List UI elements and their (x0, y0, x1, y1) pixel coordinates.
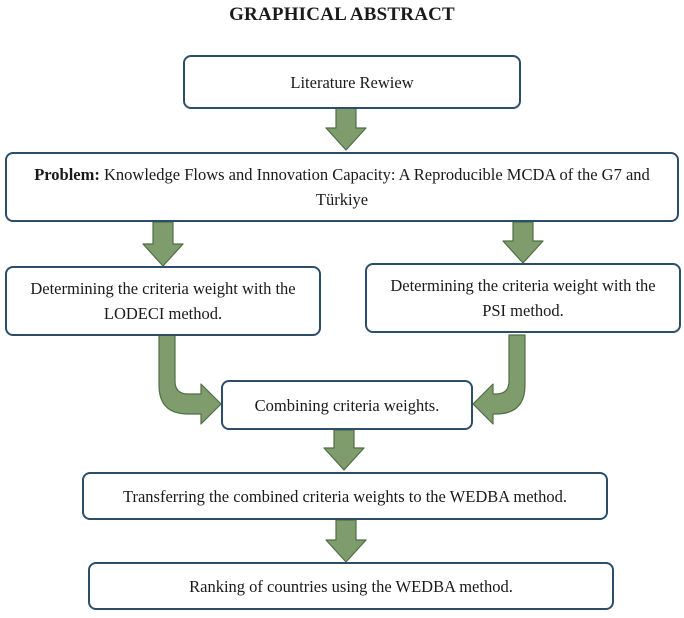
transfer-text: Transferring the combined criteria weights to the WEDBA method. (122, 486, 568, 506)
problem-text: Knowledge Flows and Innovation Capacity: A Reproducible MCDA of the G7 and Türkiye (99, 165, 650, 209)
literature-review-box (183, 55, 521, 109)
literature-review-text: Literature Rewiew (290, 72, 414, 92)
down-arrow-problem-to-psi (503, 222, 543, 263)
psi-box (365, 263, 681, 333)
down-arrow-transfer-to-ranking (326, 520, 366, 562)
lodeci-text: Determining the criteria weight with the LODECI method. (30, 279, 296, 323)
diagram-title: GRAPHICAL ABSTRACT (229, 4, 455, 25)
psi-text: Determining the criteria weight with the PSI method. (390, 276, 656, 320)
lodeci-box (5, 266, 321, 336)
down-arrow-literature-to-problem (326, 108, 366, 150)
down-arrow-problem-to-lodeci (143, 222, 183, 266)
down-arrow-combine-to-transfer (324, 430, 364, 470)
bent-arrow-psi-to-combine (473, 335, 525, 424)
problem-label: Problem: (34, 165, 100, 184)
ranking-box (88, 562, 614, 610)
combine-box (221, 380, 473, 430)
problem-text-wrapper (29, 162, 655, 212)
combine-text: Combining criteria weights. (254, 395, 440, 415)
transfer-box (82, 472, 608, 520)
bent-arrow-lodeci-to-combine (159, 335, 221, 424)
ranking-text: Ranking of countries using the WEDBA method. (189, 576, 513, 596)
problem-box (5, 152, 679, 222)
